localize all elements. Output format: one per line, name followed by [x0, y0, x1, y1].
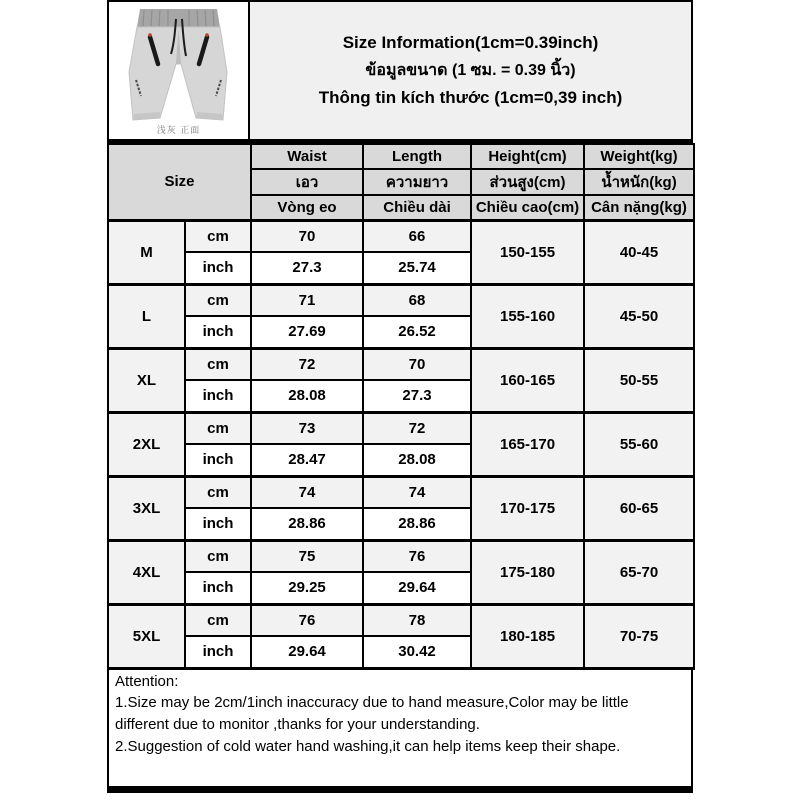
unit-cell-inch: inch: [185, 316, 251, 348]
length-cm-value: 76: [363, 540, 471, 572]
size-cell-xl: XL: [108, 348, 185, 412]
waist-cm-value: 72: [251, 348, 363, 380]
size-cell-2xl: 2XL: [108, 412, 185, 476]
pants-image: [110, 4, 247, 130]
length-cm-value: 74: [363, 476, 471, 508]
waist-cm-value: 76: [251, 604, 363, 636]
size-cell-3xl: 3XL: [108, 476, 185, 540]
length-inch-value: 27.3: [363, 380, 471, 412]
height-range-cell: 150-155: [471, 220, 584, 284]
header-cell-weight-vi: Cân nặng(kg): [584, 195, 694, 220]
height-range-cell: 175-180: [471, 540, 584, 604]
size-table: [107, 143, 695, 670]
weight-range-cell: 60-65: [584, 476, 694, 540]
top-section: [107, 0, 693, 143]
row-3xl-cm: [108, 476, 694, 508]
height-range-cell: 160-165: [471, 348, 584, 412]
size-cell-m: M: [108, 220, 185, 284]
unit-cell-cm: cm: [185, 220, 251, 252]
row-4xl-cm: [108, 540, 694, 572]
waist-inch-value: 28.86: [251, 508, 363, 540]
header-cell-length-en: Length: [363, 144, 471, 169]
waist-inch-value: 28.47: [251, 444, 363, 476]
header-cell-length-vi: Chiều dài: [363, 195, 471, 220]
size-chart-sheet: [107, 0, 693, 793]
unit-cell-inch: inch: [185, 252, 251, 284]
unit-cell-cm: cm: [185, 348, 251, 380]
waist-cm-value: 70: [251, 220, 363, 252]
row-5xl-cm: [108, 604, 694, 636]
height-range-cell: 165-170: [471, 412, 584, 476]
weight-range-cell: 40-45: [584, 220, 694, 284]
unit-cell-cm: cm: [185, 540, 251, 572]
length-cm-value: 66: [363, 220, 471, 252]
waist-inch-value: 28.08: [251, 380, 363, 412]
title-english: Size Information(1cm=0.39inch): [342, 33, 599, 52]
height-range-cell: 170-175: [471, 476, 584, 540]
waist-cm-value: 75: [251, 540, 363, 572]
length-cm-value: 72: [363, 412, 471, 444]
header-cell-weight-en: Weight(kg): [584, 144, 694, 169]
waist-cm-value: 73: [251, 412, 363, 444]
right-zipper-pull: [205, 33, 209, 37]
attention-line-2: 2.Suggestion of cold water hand washing,it can help items keep their shape.: [115, 737, 621, 755]
waist-inch-value: 27.69: [251, 316, 363, 348]
waist-inch-value: 29.25: [251, 572, 363, 604]
unit-cell-inch: inch: [185, 508, 251, 540]
attention-line-1: 1.Size may be 2cm/1inch inaccuracy due to hand measure,Color may be little different due to monitor ,thanks for your understanding.: [115, 694, 629, 733]
waist-cm-value: 71: [251, 284, 363, 316]
waist-inch-value: 27.3: [251, 252, 363, 284]
weight-range-cell: 45-50: [584, 284, 694, 348]
attention-box: [107, 670, 693, 786]
length-inch-value: 28.86: [363, 508, 471, 540]
unit-cell-cm: cm: [185, 284, 251, 316]
unit-cell-inch: inch: [185, 380, 251, 412]
length-inch-value: 29.64: [363, 572, 471, 604]
unit-cell-cm: cm: [185, 412, 251, 444]
bottom-separator-bar: [107, 786, 693, 793]
header-cell-waist-vi: Vòng eo: [251, 195, 363, 220]
length-inch-value: 28.08: [363, 444, 471, 476]
length-cm-value: 68: [363, 284, 471, 316]
title-vietnamese: Thông tin kích thước (1cm=0,39 inch): [318, 88, 623, 107]
length-inch-value: 30.42: [363, 636, 471, 668]
row-l-cm: [108, 284, 694, 316]
header-cell-waist-th: เอว: [251, 169, 363, 195]
height-range-cell: 155-160: [471, 284, 584, 348]
header-cell-waist-en: Waist: [251, 144, 363, 169]
size-cell-l: L: [108, 284, 185, 348]
unit-cell-inch: inch: [185, 636, 251, 668]
left-zipper-pull: [148, 33, 152, 37]
photo-caption: 浅灰 正面: [156, 125, 201, 135]
weight-range-cell: 55-60: [584, 412, 694, 476]
header-row-en: [108, 144, 694, 169]
product-photo-cell: [109, 2, 250, 139]
length-inch-value: 26.52: [363, 316, 471, 348]
title-thai: ข้อมูลขนาด (1 ซม. = 0.39 นิ้ว): [365, 62, 576, 79]
height-range-cell: 180-185: [471, 604, 584, 668]
attention-heading: Attention:: [115, 672, 179, 690]
header-cell-height-vi: Chiều cao(cm): [471, 195, 584, 220]
size-cell-5xl: 5XL: [108, 604, 185, 668]
waist-inch-value: 29.64: [251, 636, 363, 668]
header-cell-height-th: ส่วนสูง(cm): [471, 169, 584, 195]
header-cell-length-th: ความยาว: [363, 169, 471, 195]
header-cell-weight-th: น้ำหนัก(kg): [584, 169, 694, 195]
unit-cell-cm: cm: [185, 604, 251, 636]
unit-cell-inch: inch: [185, 444, 251, 476]
weight-range-cell: 70-75: [584, 604, 694, 668]
header-cell-height-en: Height(cm): [471, 144, 584, 169]
weight-range-cell: 65-70: [584, 540, 694, 604]
size-cell-4xl: 4XL: [108, 540, 185, 604]
unit-cell-cm: cm: [185, 476, 251, 508]
row-xl-cm: [108, 348, 694, 380]
length-cm-value: 78: [363, 604, 471, 636]
title-block: [250, 2, 691, 139]
length-cm-value: 70: [363, 348, 471, 380]
size-header-cell: Size: [108, 144, 251, 220]
row-m-cm: [108, 220, 694, 252]
unit-cell-inch: inch: [185, 572, 251, 604]
pants-waistband: [137, 9, 220, 27]
row-2xl-cm: [108, 412, 694, 444]
length-inch-value: 25.74: [363, 252, 471, 284]
weight-range-cell: 50-55: [584, 348, 694, 412]
waist-cm-value: 74: [251, 476, 363, 508]
